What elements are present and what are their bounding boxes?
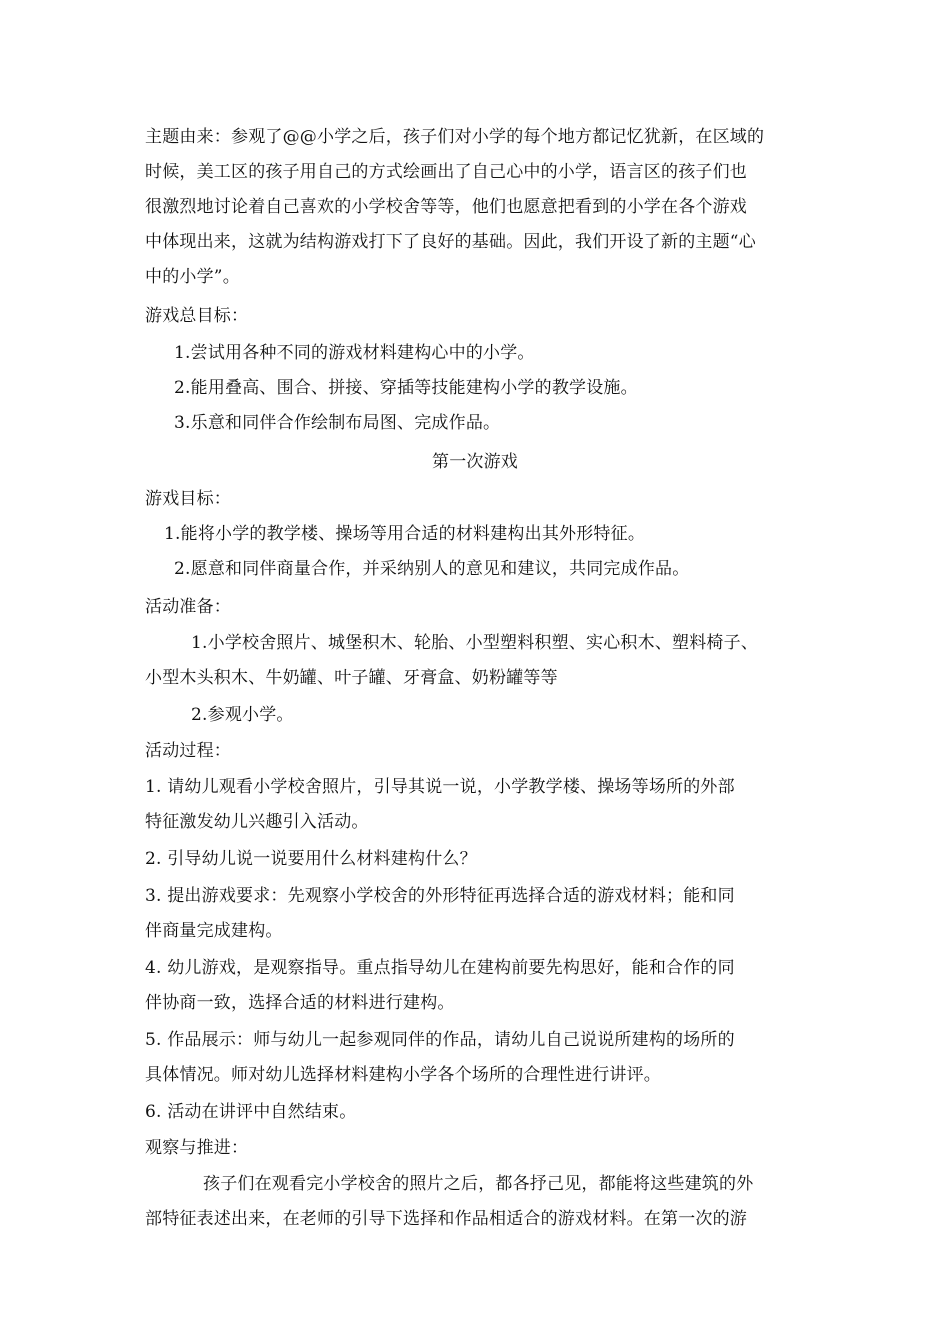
process-line: 1. 请幼儿观看小学校舍照片，引导其说一说，小学教学楼、操场等场所的外部	[145, 777, 735, 797]
process-heading: 活动过程：	[145, 741, 231, 761]
overall-goal-item: 2.能用叠高、围合、拼接、穿插等技能建构小学的教学设施。	[174, 378, 638, 398]
intro-line: 主题由来：参观了@@小学之后，孩子们对小学的每个地方都记忆犹新，在区域的	[145, 127, 765, 147]
game-goals-heading: 游戏目标：	[145, 489, 231, 509]
preparation-line: 2.参观小学。	[191, 705, 294, 725]
preparation-line: 1.小学校舍照片、城堡积木、轮胎、小型塑料积塑、实心积木、塑料椅子、	[191, 633, 759, 653]
intro-line: 中的小学”。	[145, 267, 240, 287]
process-line: 4. 幼儿游戏，是观察指导。重点指导幼儿在建构前要先构思好，能和合作的同	[145, 958, 735, 978]
process-line: 伴商量完成建构。	[145, 921, 283, 941]
overall-goals-heading: 游戏总目标：	[145, 306, 249, 326]
game-goal-item: 1.能将小学的教学楼、操场等用合适的材料建构出其外形特征。	[164, 524, 646, 544]
game-goal-item: 2.愿意和同伴商量合作，并采纳别人的意见和建议，共同完成作品。	[174, 559, 690, 579]
process-line: 特征激发幼儿兴趣引入活动。	[145, 812, 369, 832]
observation-heading: 观察与推进：	[145, 1138, 249, 1158]
observation-line: 部特征表述出来，在老师的引导下选择和作品相适合的游戏材料。在第一次的游	[145, 1209, 747, 1229]
process-line: 伴协商一致，选择合适的材料进行建构。	[145, 993, 455, 1013]
section-title: 第一次游戏	[432, 452, 518, 472]
intro-line: 时候，美工区的孩子用自己的方式绘画出了自己心中的小学，语言区的孩子们也	[145, 162, 747, 182]
process-line: 具体情况。师对幼儿选择材料建构小学各个场所的合理性进行讲评。	[145, 1065, 661, 1085]
overall-goal-item: 1.尝试用各种不同的游戏材料建构心中的小学。	[174, 343, 535, 363]
process-line: 6. 活动在讲评中自然结束。	[145, 1102, 357, 1122]
intro-line: 中体现出来，这就为结构游戏打下了良好的基础。因此，我们开设了新的主题“心	[145, 232, 756, 252]
overall-goal-item: 3.乐意和同伴合作绘制布局图、完成作品。	[174, 413, 501, 433]
process-line: 5. 作品展示：师与幼儿一起参观同伴的作品，请幼儿自己说说所建构的场所的	[145, 1030, 735, 1050]
observation-line: 孩子们在观看完小学校舍的照片之后，都各抒己见，都能将这些建筑的外	[203, 1174, 754, 1194]
intro-line: 很激烈地讨论着自己喜欢的小学校舍等等，他们也愿意把看到的小学在各个游戏	[145, 197, 747, 217]
preparation-heading: 活动准备：	[145, 597, 231, 617]
preparation-line: 小型木头积木、牛奶罐、叶子罐、牙膏盒、奶粉罐等等	[145, 668, 558, 688]
process-line: 2. 引导幼儿说一说要用什么材料建构什么？	[145, 849, 477, 869]
process-line: 3. 提出游戏要求：先观察小学校舍的外形特征再选择合适的游戏材料；能和同	[145, 886, 735, 906]
